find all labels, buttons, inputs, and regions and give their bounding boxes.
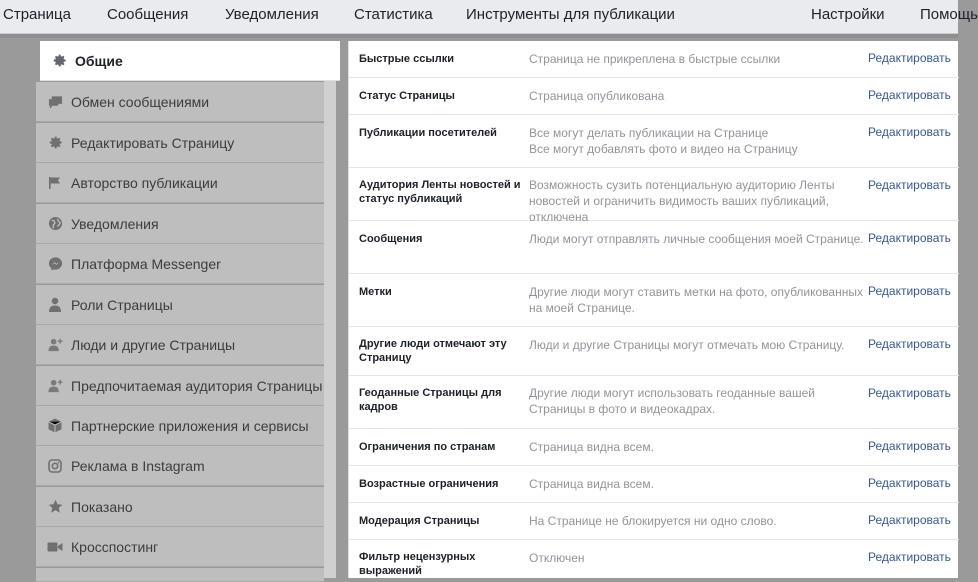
setting-name: Возрастные ограничения: [359, 478, 499, 490]
setting-value: Другие люди могут использовать геоданные вашей Страницы в фото и видеокадрах.: [529, 386, 815, 416]
settings-row-messages: [349, 221, 959, 274]
setting-value: Страница видна всем.: [529, 477, 654, 491]
nav-divider: [0, 34, 958, 38]
setting-name: Модерация Страницы: [359, 515, 480, 527]
edit-link[interactable]: Редактировать: [868, 439, 951, 453]
sidebar-item-partner-apps[interactable]: [36, 406, 324, 446]
sidebar-item-label: Уведомления: [71, 215, 159, 232]
settings-sidebar: [36, 41, 336, 578]
sidebar-item-general[interactable]: [40, 41, 340, 81]
cube-icon: [47, 418, 63, 434]
edit-link[interactable]: Редактировать: [868, 386, 951, 400]
sidebar-item-edit-page[interactable]: [36, 123, 324, 163]
sidebar-item-label: Кросспостинг: [71, 538, 159, 555]
sidebar-item-people-and-pages[interactable]: [36, 325, 324, 365]
edit-link[interactable]: Редактировать: [868, 550, 951, 564]
nav-settings[interactable]: Настройки: [811, 6, 885, 23]
setting-name: Статус Страницы: [359, 90, 455, 102]
sidebar-item-label: Авторство публикации: [71, 174, 218, 191]
messages-icon: [47, 94, 63, 110]
setting-value: Люди могут отправлять личные сообщения моей Странице.: [529, 232, 864, 246]
person-add-icon: [47, 378, 63, 394]
setting-value: На Странице не блокируется ни одно слово.: [529, 514, 777, 528]
sidebar-item-notifications[interactable]: [36, 204, 324, 244]
star-icon: [47, 499, 63, 515]
sidebar-item-partial: [36, 568, 324, 582]
sidebar-item-page-roles[interactable]: [36, 285, 324, 325]
settings-row-profanity-filter: [349, 540, 959, 580]
sidebar-item-label: Люди и другие Страницы: [71, 336, 236, 353]
edit-link[interactable]: Редактировать: [868, 476, 951, 490]
setting-value: Возможность сузить потенциальную аудиторию Ленты новостей и ограничить видимость ваших публикаций, отключена: [529, 178, 835, 224]
sidebar-item-label: Редактировать Страницу: [71, 134, 235, 151]
sidebar-item-label: Обмен сообщениями: [71, 93, 210, 110]
setting-name: Быстрые ссылки: [359, 53, 454, 65]
nav-page[interactable]: Страница: [3, 6, 71, 23]
person-add-icon: [47, 337, 63, 353]
edit-link[interactable]: Редактировать: [868, 178, 951, 192]
nav-publishing-tools[interactable]: Инструменты для публикации: [466, 6, 675, 23]
instagram-icon: [47, 458, 63, 474]
edit-link[interactable]: Редактировать: [868, 284, 951, 298]
setting-value: Все могут делать публикации на Странице Все могут добавлять фото и видео на Страницу: [529, 126, 798, 156]
gear-icon: [47, 135, 63, 151]
setting-value: Страница видна всем.: [529, 440, 654, 454]
gear-icon: [51, 53, 67, 69]
sidebar-item-label: Общие: [75, 52, 123, 69]
setting-name: Сообщения: [359, 233, 423, 245]
settings-row-tagging: [349, 274, 959, 327]
setting-value: Другие люди могут ставить метки на фото, опубликованных на моей Странице.: [529, 285, 863, 315]
messenger-icon: [47, 256, 63, 272]
setting-name: Публикации посетителей: [359, 127, 497, 139]
edit-link[interactable]: Редактировать: [868, 513, 951, 527]
setting-value: Страница не прикреплена в быстрые ссылки: [529, 52, 781, 66]
sidebar-item-featured[interactable]: [36, 487, 324, 527]
edit-link[interactable]: Редактировать: [868, 125, 951, 139]
sidebar-item-preferred-audience[interactable]: [36, 366, 324, 406]
settings-row-shortcuts: [349, 41, 959, 78]
settings-row-others-tagging-page: [349, 327, 959, 376]
settings-row-page-location-frames: [349, 376, 959, 429]
globe-icon: [47, 216, 63, 232]
sidebar-item-label: Партнерские приложения и сервисы: [71, 417, 309, 434]
settings-row-age-restrictions: [349, 466, 959, 503]
setting-value: Люди и другие Страницы могут отмечать мою Страницу.: [529, 338, 845, 352]
sidebar-item-instagram-ads[interactable]: [36, 446, 324, 486]
settings-row-country-restrictions: [349, 429, 959, 466]
person-icon: [47, 297, 63, 313]
settings-row-news-feed-audience: [349, 168, 959, 224]
sidebar-item-post-attribution[interactable]: [36, 163, 324, 203]
sidebar-item-label: Предпочитаемая аудитория Страницы: [71, 377, 323, 394]
setting-value: Отключен: [529, 551, 585, 565]
sidebar-item-messaging[interactable]: [36, 82, 324, 122]
nav-messages[interactable]: Сообщения: [107, 6, 189, 23]
setting-name: Другие люди отмечают эту Страницу: [359, 338, 507, 364]
sidebar-item-label: Роли Страницы: [71, 296, 173, 313]
general-settings-panel: [348, 41, 958, 578]
sidebar-item-label: Показано: [71, 498, 133, 515]
sidebar-item-label: Реклама в Instagram: [71, 457, 205, 474]
nav-insights[interactable]: Статистика: [354, 6, 433, 23]
settings-row-page-moderation: [349, 503, 959, 540]
setting-name: Фильтр нецензурных выражений: [359, 551, 476, 577]
setting-name: Метки: [359, 286, 392, 298]
setting-name: Ограничения по странам: [359, 441, 496, 453]
nav-notifications[interactable]: Уведомления: [225, 6, 319, 23]
setting-value: Страница опубликована: [529, 89, 665, 103]
sidebar-item-crossposting[interactable]: [36, 527, 324, 567]
flag-icon: [47, 175, 63, 191]
top-navigation: [0, 0, 978, 34]
edit-link[interactable]: Редактировать: [868, 88, 951, 102]
edit-link[interactable]: Редактировать: [868, 231, 951, 245]
settings-row-page-status: [349, 78, 959, 115]
sidebar-item-messenger-platform[interactable]: [36, 244, 324, 284]
edit-link[interactable]: Редактировать: [868, 337, 951, 351]
settings-row-visitor-posts: [349, 115, 959, 168]
setting-name: Геоданные Страницы для кадров: [359, 387, 502, 413]
nav-help[interactable]: Помощь: [920, 6, 978, 23]
setting-name: Аудитория Ленты новостей и статус публикаций: [359, 179, 521, 205]
edit-link[interactable]: Редактировать: [868, 51, 951, 65]
video-icon: [47, 539, 63, 555]
sidebar-item-label: Платформа Messenger: [71, 255, 221, 272]
